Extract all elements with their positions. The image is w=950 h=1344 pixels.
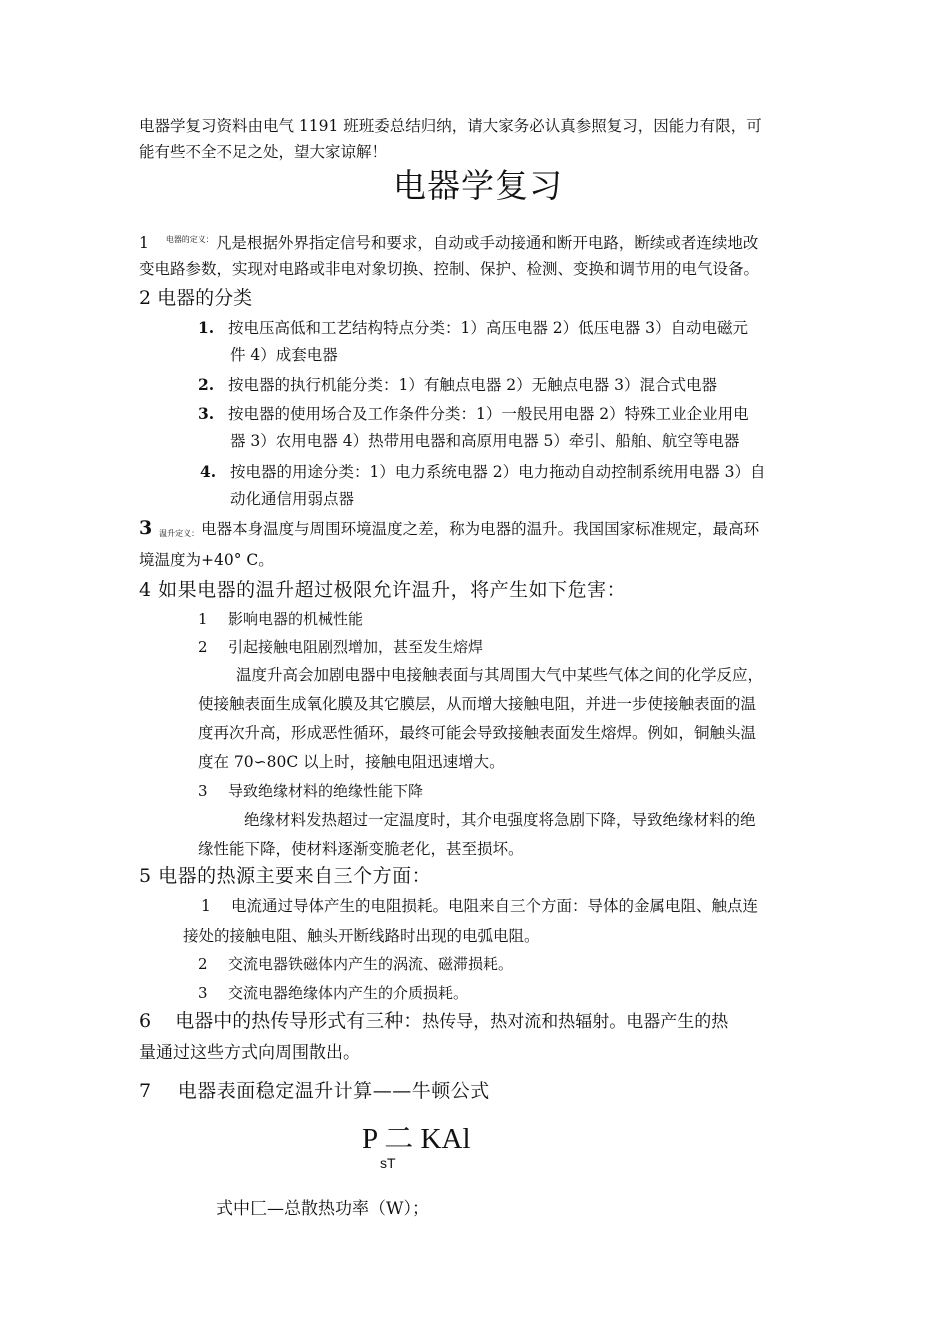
section-3-line-2: 境温度为+40° C。 — [139, 551, 274, 569]
section-5-heading: 5 电器的热源主要来自三个方面： — [139, 865, 432, 887]
section-1-number: 1 — [139, 234, 149, 252]
classification-item-1: 1. 按电压高低和工艺结构特点分类：1）高压电器 2）低压电器 3）自动电磁元 — [198, 318, 748, 337]
heat-source-item-1: 1 电流通过导体产生的电阻损耗。电阻来自三个方面：导体的金属电阻、触点连 — [201, 897, 759, 915]
hazard-2-para-line-2: 使接触表面生成氧化膜及其它膜层，从而增大接触电阻，并进一步使接触表面的温 — [198, 695, 757, 713]
hazard-3-para-line-2: 缘性能下降，使材料逐渐变脆老化，甚至损坏。 — [198, 840, 524, 858]
formula-subscript: sT — [380, 1155, 396, 1171]
heat-source-item-3: 3 交流电器绝缘体内产生的介质损耗。 — [198, 984, 469, 1002]
heat-source-item-2: 2 交流电器铁磁体内产生的涡流、磁滞损耗。 — [198, 955, 514, 973]
hazard-2-para-line-4: 度在 70∽80C 以上时，接触电阻迅速增大。 — [198, 753, 505, 771]
section-7-heading: 7 电器表面稳定温升计算——牛顿公式 — [139, 1080, 490, 1102]
section-3-label: 温升定义： — [159, 529, 200, 538]
classification-item-3: 3. 按电器的使用场合及工作条件分类：1）一般民用电器 2）特殊工业企业用电 — [198, 404, 749, 423]
classification-item-4: 4. 按电器的用途分类：1）电力系统电器 2）电力拖动自动控制系统用电器 3）自 — [200, 462, 766, 481]
hazard-item-1: 1 影响电器的机械性能 — [198, 610, 364, 628]
classification-item-1-cont: 件 4）成套电器 — [230, 346, 338, 364]
hazard-3-para-line-1: 绝缘材料发热超过一定温度时，其介电强度将急剧下降，导致绝缘材料的绝 — [244, 811, 756, 829]
section-6-heading: 6 电器中的热传导形式有三种： — [139, 1010, 423, 1032]
intro-line-1: 电器学复习资料由电气 1191 班班委总结归纳，请大家务必认真参照复习，因能力有限，可 — [139, 117, 762, 135]
section-1-label: 电器的定义： — [165, 235, 214, 244]
hazard-item-3: 3 导致绝缘材料的绝缘性能下降 — [198, 782, 424, 800]
section-4-heading: 4 如果电器的温升超过极限允许温升，将产生如下危害： — [139, 579, 627, 601]
heat-source-item-1-cont: 接处的接触电阻、触头开断线路时出现的电弧电阻。 — [183, 927, 540, 945]
newton-formula: P 二 KAl — [362, 1123, 471, 1155]
section-3-number: 3 — [139, 517, 153, 539]
hazard-2-para-line-3: 度再次升高，形成恶性循环，最终可能会导致接触表面发生熔焊。例如，铜触头温 — [198, 724, 757, 742]
classification-item-2: 2. 按电器的执行机能分类：1）有触点电器 2）无触点电器 3）混合式电器 — [198, 375, 717, 394]
section-6-line-2: 量通过这些方式向周围散出。 — [139, 1043, 360, 1063]
section-6-text: 热传导，热对流和热辐射。电器产生的热 — [422, 1012, 729, 1032]
intro-line-2: 能有些不全不足之处，望大家谅解！ — [139, 143, 388, 161]
page-title: 电器学复习 — [393, 166, 563, 205]
formula-note: 式中匚—总散热功率（W）； — [216, 1199, 429, 1219]
section-1-line-1 — [139, 225, 758, 258]
section-2-heading: 2 电器的分类 — [139, 287, 253, 309]
section-3-text: 电器本身温度与周围环境温度之差，称为电器的温升。我国国家标准规定，最高环 — [201, 520, 760, 538]
classification-item-3-cont: 器 3）农用电器 4）热带用电器和高原用电器 5）牵引、船舶、航空等电器 — [230, 432, 740, 450]
hazard-2-para-line-1: 温度升高会加剧电器中电接触表面与其周围大气中某些气体之间的化学反应， — [236, 666, 764, 684]
section-1-text: 凡是根据外界指定信号和要求，自动或手动接通和断开电路，断续或者连续地改 — [215, 234, 759, 252]
hazard-item-2: 2 引起接触电阻剧烈增加，甚至发生熔焊 — [198, 638, 484, 656]
section-3-line-1 — [139, 514, 759, 548]
section-6-line-1 — [139, 1006, 728, 1033]
section-1-line-2: 变电路参数，实现对电路或非电对象切换、控制、保护、检测、变换和调节用的电气设备。 — [139, 260, 760, 278]
classification-item-4-cont: 动化通信用弱点器 — [230, 490, 355, 508]
